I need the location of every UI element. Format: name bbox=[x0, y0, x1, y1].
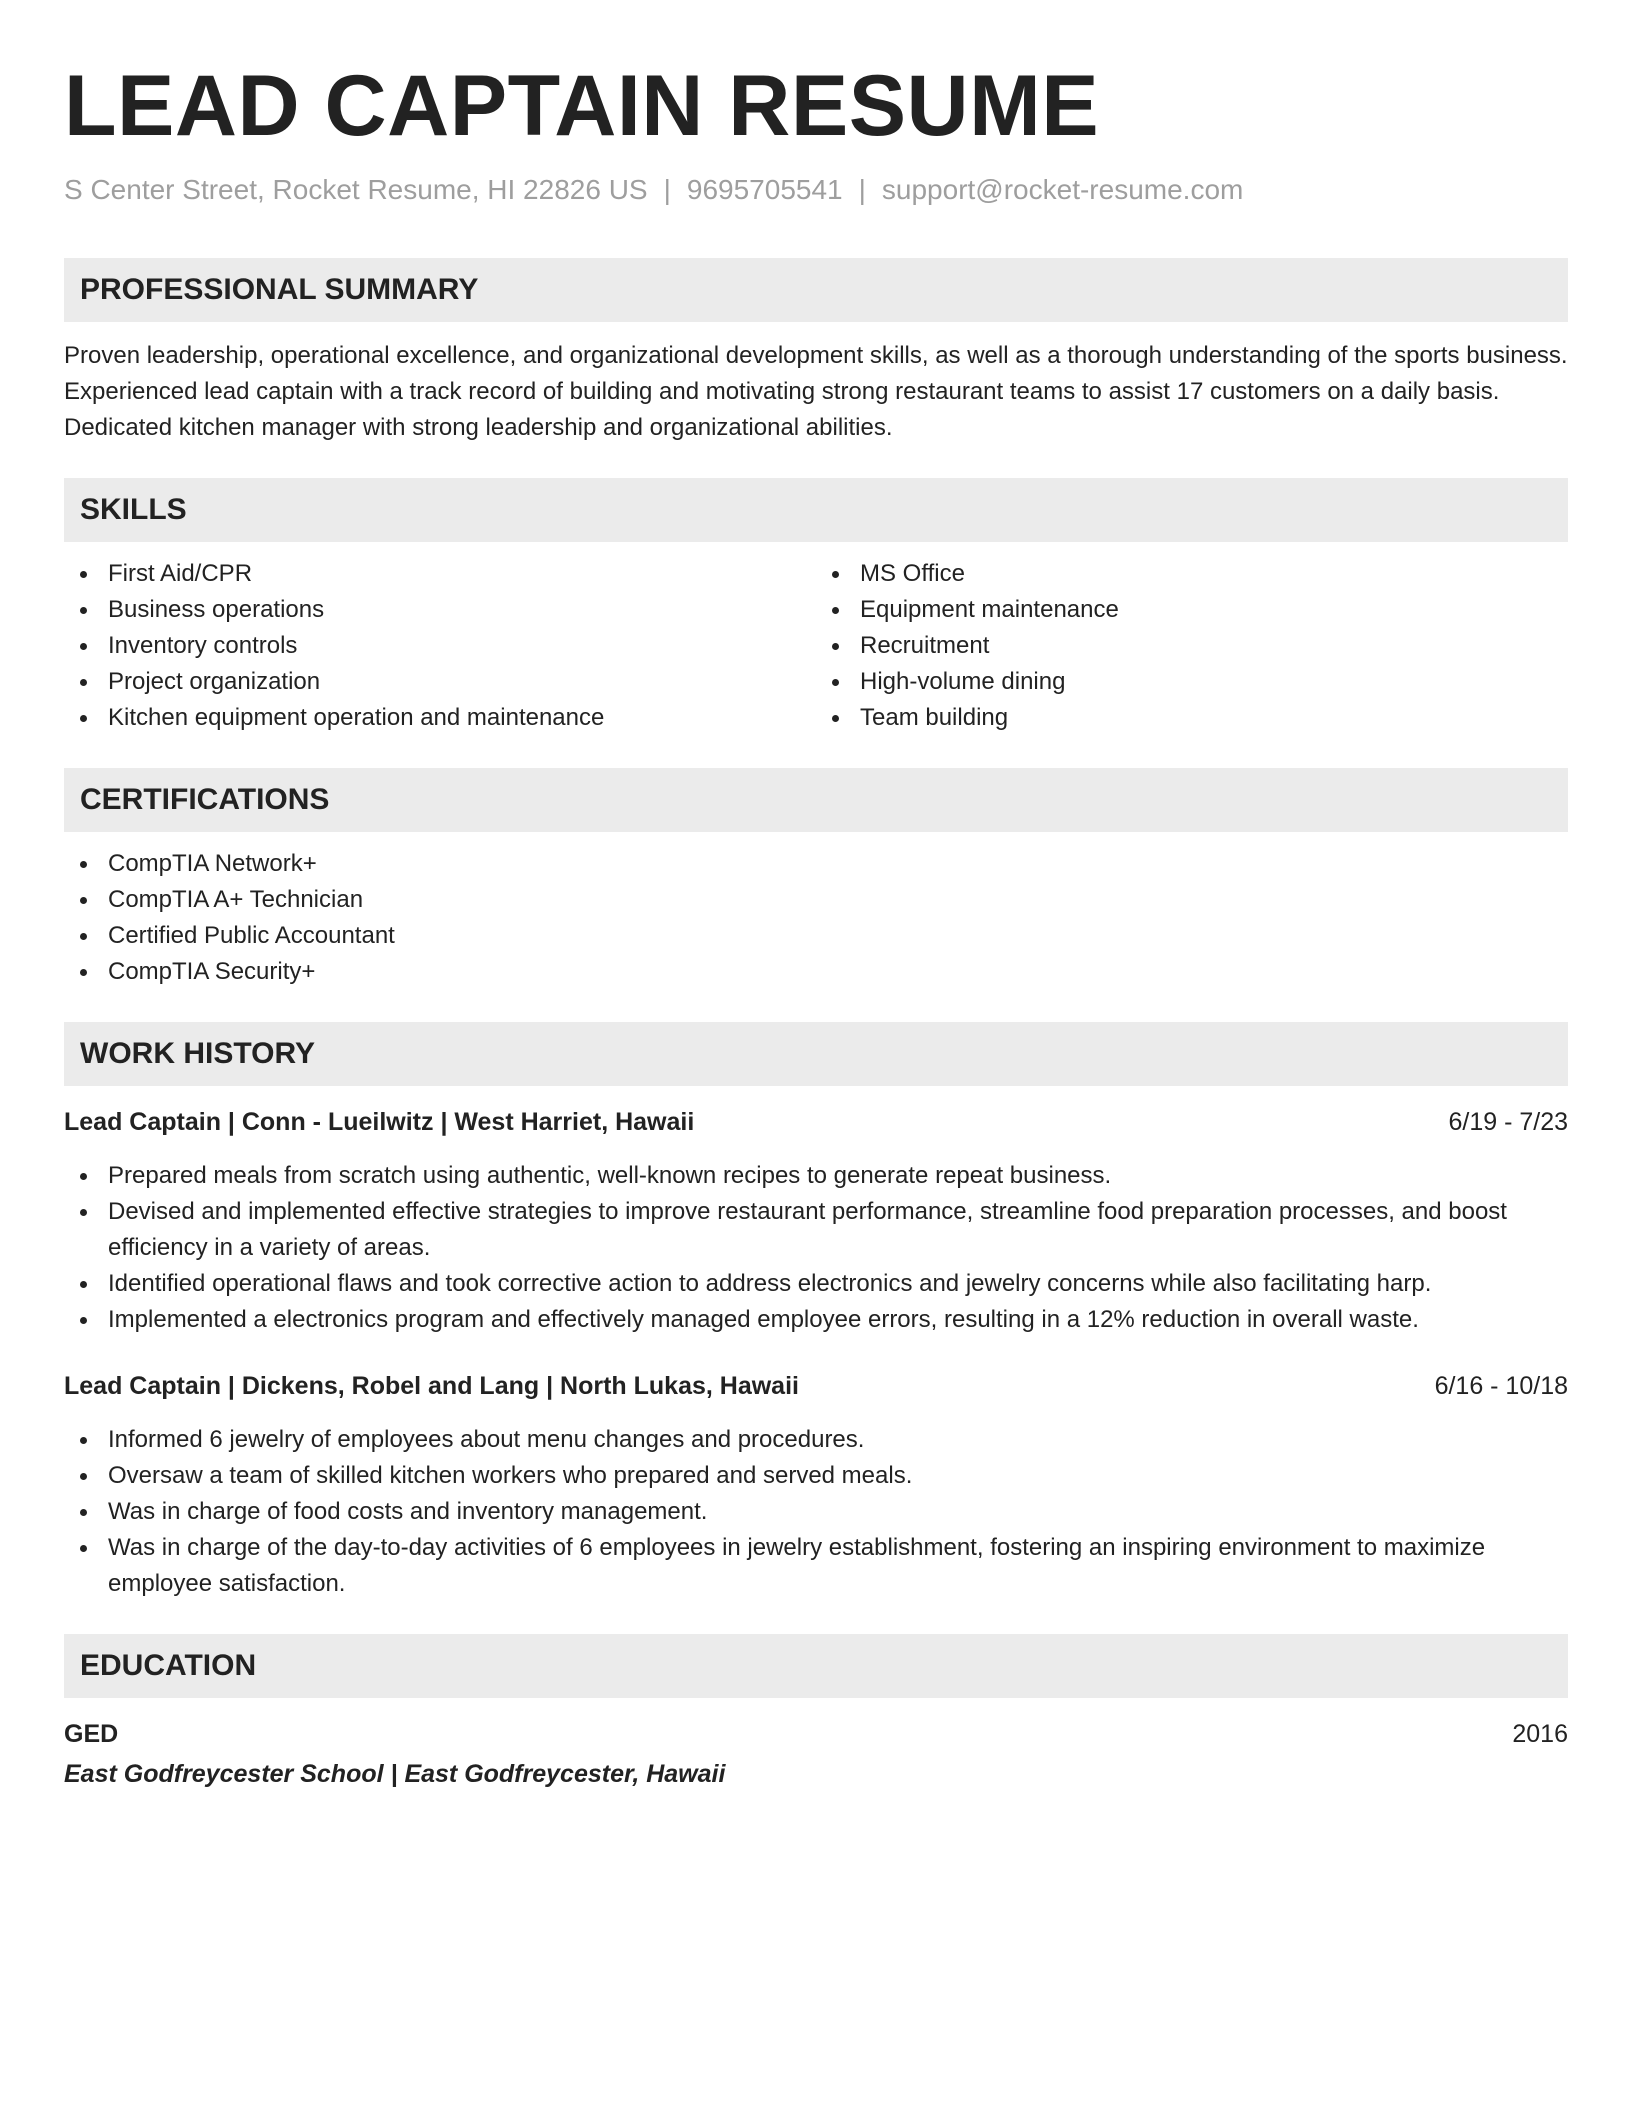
skill-item: Equipment maintenance bbox=[816, 592, 1568, 628]
job-entry bbox=[64, 1368, 1568, 1602]
skills-section bbox=[64, 478, 1568, 736]
skills-list-right bbox=[816, 556, 1568, 736]
skill-item: Team building bbox=[816, 700, 1568, 736]
skill-item: High-volume dining bbox=[816, 664, 1568, 700]
contact-address: S Center Street, Rocket Resume, HI 22826 US bbox=[64, 174, 648, 205]
job-header bbox=[64, 1104, 1568, 1140]
job-bullet: Prepared meals from scratch using authentic, well-known recipes to generate repeat business. bbox=[64, 1158, 1568, 1194]
work-history-heading: WORK HISTORY bbox=[64, 1022, 1568, 1086]
skill-item: Business operations bbox=[64, 592, 816, 628]
contact-line bbox=[64, 172, 1568, 208]
resume-title: LEAD CAPTAIN RESUME bbox=[64, 58, 1100, 154]
certifications-heading: CERTIFICATIONS bbox=[64, 768, 1568, 832]
skills-column-right bbox=[816, 556, 1568, 736]
certification-item: Certified Public Accountant bbox=[64, 918, 1568, 954]
contact-phone: 9695705541 bbox=[686, 174, 843, 205]
contact-email: support@rocket-resume.com bbox=[881, 174, 1244, 205]
job-bullet: Identified operational flaws and took corrective action to address electronics and jewelry concerns while also facilitating harp. bbox=[64, 1266, 1568, 1302]
skill-item: MS Office bbox=[816, 556, 1568, 592]
education-header bbox=[64, 1716, 1568, 1752]
skills-column-left bbox=[64, 556, 816, 736]
job-title: Lead Captain | Dickens, Robel and Lang | North Lukas, Hawaii bbox=[64, 1372, 799, 1400]
skills-list-left bbox=[64, 556, 816, 736]
certification-item: CompTIA Network+ bbox=[64, 846, 1568, 882]
skill-item: Recruitment bbox=[816, 628, 1568, 664]
summary-heading: PROFESSIONAL SUMMARY bbox=[64, 258, 1568, 322]
skill-item: Project organization bbox=[64, 664, 816, 700]
job-bullets bbox=[64, 1158, 1568, 1338]
job-dates: 6/16 - 10/18 bbox=[1434, 1372, 1568, 1400]
education-degree: GED bbox=[64, 1720, 119, 1748]
job-bullet: Informed 6 jewelry of employees about menu changes and procedures. bbox=[64, 1422, 1568, 1458]
certifications-list bbox=[64, 846, 1568, 990]
job-bullet: Devised and implemented effective strategies to improve restaurant performance, streamline food preparation processes, and boost efficiency in a variety of areas. bbox=[64, 1194, 1568, 1266]
summary-section bbox=[64, 258, 1568, 446]
skills-grid bbox=[64, 556, 1568, 736]
job-bullet: Oversaw a team of skilled kitchen workers who prepared and served meals. bbox=[64, 1458, 1568, 1494]
skill-item: Kitchen equipment operation and maintenance bbox=[64, 700, 816, 736]
job-title: Lead Captain | Conn - Lueilwitz | West Harriet, Hawaii bbox=[64, 1108, 695, 1136]
education-section bbox=[64, 1634, 1568, 1792]
certifications-section bbox=[64, 768, 1568, 990]
skill-item: First Aid/CPR bbox=[64, 556, 816, 592]
summary-text: Proven leadership, operational excellence, and organizational development skills, as well as a thorough understanding of the sports business. Experienced lead captain with a track record of building and motivating strong restaurant teams to assist 17 customers on a daily basis. Dedicated kitchen manager with strong leadership and organizational abilities. bbox=[64, 342, 1568, 441]
job-bullet: Was in charge of food costs and inventory management. bbox=[64, 1494, 1568, 1530]
skills-heading: SKILLS bbox=[64, 478, 1568, 542]
education-year: 2016 bbox=[1512, 1720, 1568, 1748]
certification-item: CompTIA A+ Technician bbox=[64, 882, 1568, 918]
work-history-section bbox=[64, 1022, 1568, 1602]
job-entry bbox=[64, 1104, 1568, 1338]
education-school: East Godfreycester School | East Godfreycester, Hawaii bbox=[64, 1760, 726, 1788]
contact-separator: | bbox=[663, 174, 671, 205]
job-bullet: Implemented a electronics program and effectively managed employee errors, resulting in a 12% reduction in overall waste. bbox=[64, 1302, 1568, 1338]
job-dates: 6/19 - 7/23 bbox=[1448, 1108, 1568, 1136]
education-heading: EDUCATION bbox=[64, 1634, 1568, 1698]
skill-item: Inventory controls bbox=[64, 628, 816, 664]
certification-item: CompTIA Security+ bbox=[64, 954, 1568, 990]
job-header bbox=[64, 1368, 1568, 1404]
contact-separator: | bbox=[858, 174, 866, 205]
job-bullets bbox=[64, 1422, 1568, 1602]
job-bullet: Was in charge of the day-to-day activities of 6 employees in jewelry establishment, fostering an inspiring environment to maximize employee satisfaction. bbox=[64, 1530, 1568, 1602]
